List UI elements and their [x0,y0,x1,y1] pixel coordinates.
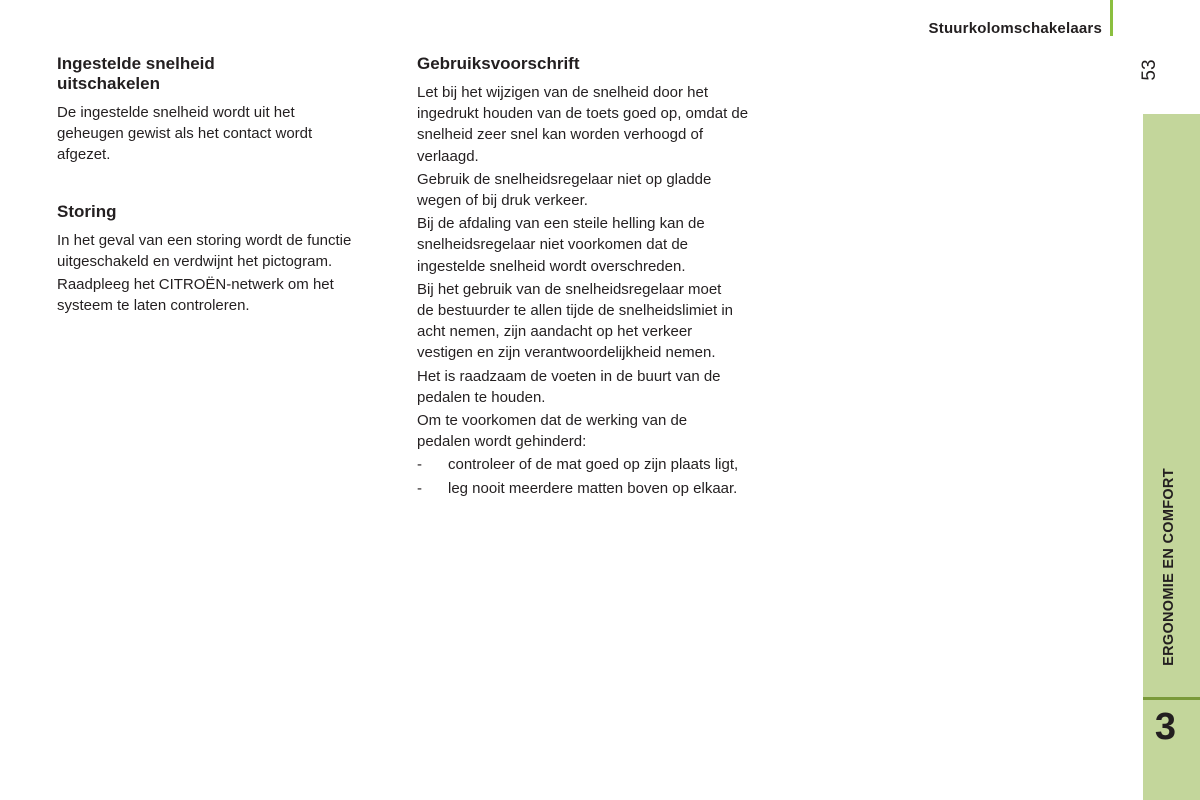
paragraph: Raadpleeg het CITROËN-netwerk om het systeem te laten controleren. [57,276,334,315]
bullet-text: controleer of de mat goed op zijn plaats ligt, [448,456,739,474]
list-item [417,454,757,475]
paragraph: Bij de afdaling van een steile helling kan de snelheidsregelaar niet voorkomen dat de ingestelde snelheid wordt overschreden. [417,215,705,275]
left-column [57,54,397,318]
paragraph: Om te voorkomen dat de werking van de pedalen wordt gehinderd: [417,412,688,451]
chapter-number: 3 [1154,706,1177,748]
header-accent-rule [1110,0,1113,36]
bullet-dash: - [417,479,422,497]
chapter-tab-label: ERGONOMIE EN COMFORT [1161,468,1177,666]
running-header-title: Stuurkolomschakelaars [928,20,1102,37]
middle-column [417,54,757,501]
paragraph: De ingestelde snelheid wordt uit het geheugen gewist als het contact wordt afgezet. [57,104,313,164]
paragraph: Gebruik de snelheidsregelaar niet op gladde wegen of bij druk verkeer. [417,170,712,210]
section-heading-storing: Storing [57,201,117,221]
paragraph: Let bij het wijzigen van de snelheid door het ingedrukt houden van de toets goed op, omdat de snelheid zeer snel kan worden verhoogd of verlaagd. [417,84,749,165]
chapter-tab-divider [1143,697,1200,700]
list-item [417,478,757,499]
page-number: 53 [1139,59,1160,81]
bullet-text: leg nooit meerdere matten boven op elkaar. [448,479,738,497]
paragraph: In het geval van een storing wordt de functie uitgeschakeld en verdwijnt het pictogram. [57,231,352,270]
paragraph: Bij het gebruik van de snelheidsregelaar moet de bestuurder te allen tijde de snelheidslimiet in acht nemen, zijn aandacht op het verkeer vestigen en zijn verantwoordelijkheid nemen. [417,280,734,362]
bullet-dash: - [417,456,422,474]
section-heading-uitschakelen: Ingestelde snelheid uitschakelen [57,54,215,93]
section-heading-gebruiksvoorschrift: Gebruiksvoorschrift [417,54,580,73]
paragraph: Het is raadzaam de voeten in de buurt van de pedalen te houden. [417,367,721,406]
